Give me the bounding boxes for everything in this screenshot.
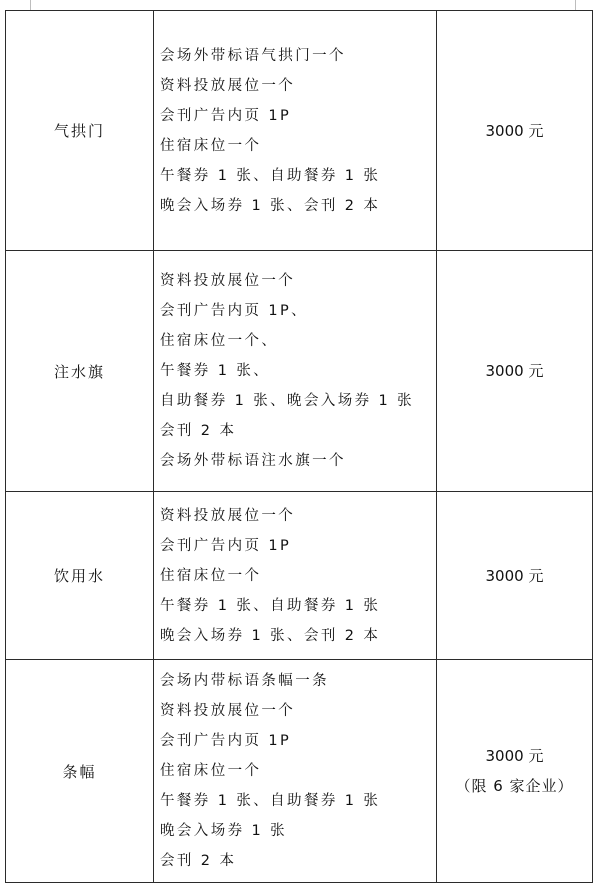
list-item: 资料投放展位一个 bbox=[160, 77, 296, 94]
sponsorship-table bbox=[5, 10, 593, 883]
package-items-cell bbox=[154, 660, 437, 883]
list-item: 会刊广告内页 1P bbox=[160, 537, 292, 554]
package-item-list bbox=[160, 266, 436, 476]
list-item: 会刊 2 本 bbox=[160, 853, 237, 869]
package-name-cell bbox=[6, 11, 154, 251]
package-items-cell bbox=[154, 11, 437, 251]
list-item: 自助餐券 1 张、晚会入场券 1 张 bbox=[160, 393, 415, 409]
list-item: 晚会入场券 1 张、会刊 2 本 bbox=[160, 197, 381, 214]
package-price: 3000 元 bbox=[485, 121, 544, 140]
list-item: 午餐券 1 张、自助餐券 1 张 bbox=[160, 793, 381, 809]
list-item: 会场外带标语注水旗一个 bbox=[160, 453, 346, 469]
list-item: 会刊广告内页 1P bbox=[160, 107, 292, 124]
list-item: 午餐券 1 张、自助餐券 1 张 bbox=[160, 597, 381, 614]
package-name: 注水旗 bbox=[53, 362, 105, 381]
list-item: 晚会入场券 1 张、会刊 2 本 bbox=[160, 627, 381, 644]
list-item: 资料投放展位一个 bbox=[160, 273, 296, 289]
package-price-note: （限 6 家企业） bbox=[455, 777, 574, 795]
table-row bbox=[6, 11, 593, 251]
list-item: 午餐券 1 张、自助餐券 1 张 bbox=[160, 167, 381, 184]
package-items-cell bbox=[154, 251, 437, 492]
list-item: 住宿床位一个 bbox=[160, 567, 262, 584]
table-row bbox=[6, 251, 593, 492]
package-price: 3000 元 bbox=[485, 747, 544, 765]
list-item: 晚会入场券 1 张 bbox=[160, 823, 288, 839]
package-name: 气拱门 bbox=[53, 122, 105, 140]
list-item: 会刊广告内页 1P bbox=[160, 733, 292, 749]
list-item: 午餐券 1 张、 bbox=[160, 363, 271, 379]
package-name-cell bbox=[6, 251, 154, 492]
package-price-cell bbox=[437, 660, 593, 883]
package-item-list bbox=[160, 41, 436, 221]
list-item: 会刊 2 本 bbox=[160, 423, 237, 439]
list-item: 会场外带标语气拱门一个 bbox=[160, 47, 346, 64]
table-row bbox=[6, 492, 593, 660]
package-name: 条幅 bbox=[62, 762, 97, 781]
package-price-cell bbox=[437, 11, 593, 251]
package-name: 饮用水 bbox=[53, 567, 105, 585]
package-item-list bbox=[160, 666, 436, 876]
package-item-list bbox=[160, 501, 436, 651]
list-item: 住宿床位一个、 bbox=[160, 333, 279, 349]
package-price-cell bbox=[437, 492, 593, 660]
list-item: 会刊广告内页 1P、 bbox=[160, 303, 309, 319]
list-item: 资料投放展位一个 bbox=[160, 507, 296, 524]
package-price: 3000 元 bbox=[485, 566, 544, 585]
table-row bbox=[6, 660, 593, 883]
package-items-cell bbox=[154, 492, 437, 660]
list-item: 会场内带标语条幅一条 bbox=[160, 673, 329, 689]
list-item: 资料投放展位一个 bbox=[160, 703, 296, 719]
package-name-cell bbox=[6, 660, 154, 883]
package-price-cell bbox=[437, 251, 593, 492]
package-name-cell bbox=[6, 492, 154, 660]
package-price: 3000 元 bbox=[485, 362, 544, 380]
list-item: 住宿床位一个 bbox=[160, 137, 262, 154]
list-item: 住宿床位一个 bbox=[160, 763, 262, 779]
